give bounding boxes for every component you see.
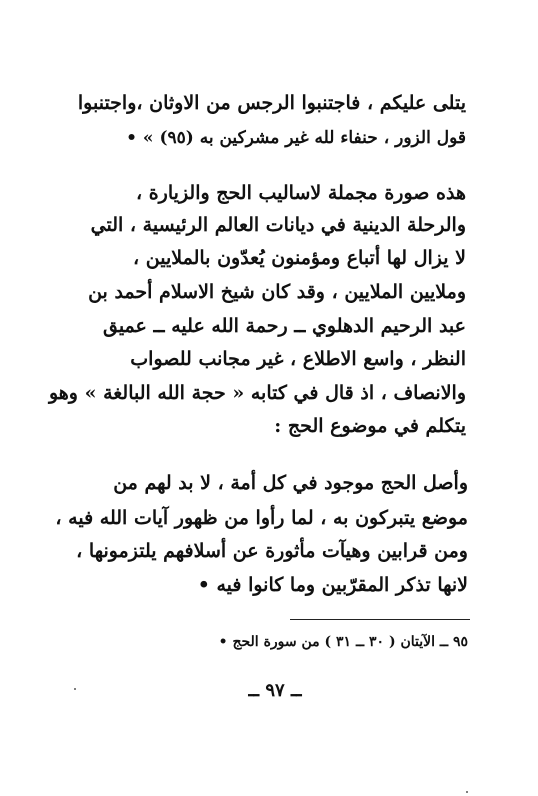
text-line: النظر ، واسع الاطلاع ، غير مجانب للصواب: [130, 348, 466, 370]
text-line: وأصل الحج موجود في كل أمة ، لا بد لهم من: [113, 472, 468, 494]
text-line: هذه صورة مجملة لاساليب الحج والزيارة ،: [135, 182, 466, 204]
text-line: عبد الرحيم الدهلوي ــ رحمة الله عليه ــ عميق: [102, 315, 466, 337]
print-speck: [466, 791, 468, 793]
text-line: موضع يتبركون به ، لما رأوا من ظهور آيات الله فيه ،: [55, 507, 468, 529]
text-line: وملايين الملايين ، وقد كان شيخ الاسلام أحمد بن: [88, 281, 466, 303]
page-number: ــ ٩٧ ــ: [248, 680, 302, 701]
footnote-separator: [290, 619, 470, 620]
text-line: لا يزال لها أتباع ومؤمنون يُعدّون بالملايين ،: [133, 247, 466, 269]
text-line: والرحلة الدينية في ديانات العالم الرئيسية ، التي: [90, 214, 466, 236]
text-line: يتلى عليكم ، فاجتنبوا الرجس من الاوثان ،واجتنبوا: [77, 92, 466, 114]
text-line: ومن قرابين وهيآت مأثورة عن أسلافهم يلتزمونها ،: [76, 540, 468, 562]
footnote: ٩٥ ــ الآيتان ( ٣٠ ــ ٣١ ) من سورة الحج •: [218, 634, 468, 650]
text-line: قول الزور ، حنفاء لله غير مشركين به (٩٥) » •: [126, 128, 466, 148]
text-line: لانها تذكر المقرّبين وما كانوا فيه •: [197, 574, 468, 596]
print-speck: [74, 688, 76, 690]
text-line: يتكلم في موضوع الحج :: [274, 415, 466, 437]
text-line: والانصاف ، اذ قال في كتابه « حجة الله البالغة » وهو: [48, 382, 466, 404]
